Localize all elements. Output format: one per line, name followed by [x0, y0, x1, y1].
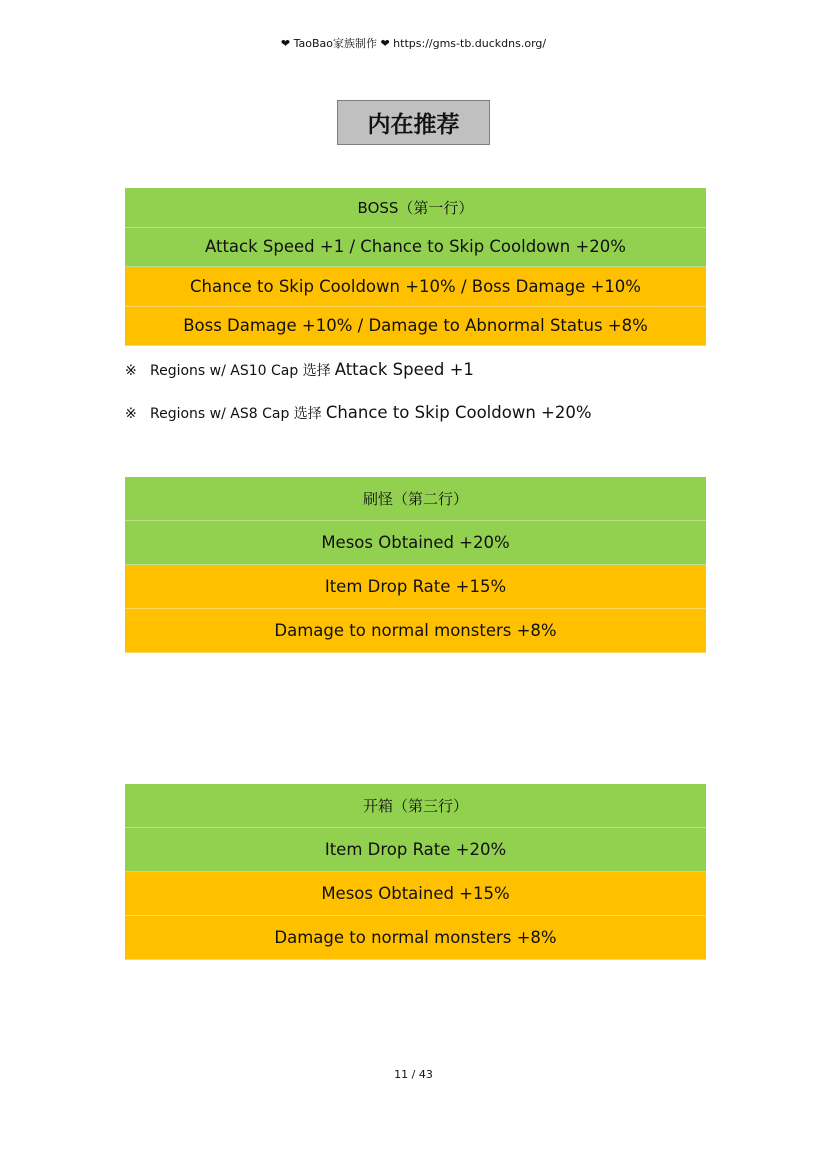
note-emphasis: Chance to Skip Cooldown +20% — [325, 403, 592, 422]
note-prefix: Regions w/ AS10 Cap 选择 — [150, 363, 331, 379]
page-number: 11 / 43 — [394, 1068, 433, 1081]
farming-table-heading: 刷怪（第二行） — [125, 477, 706, 521]
box-table-row: Mesos Obtained +15% — [125, 872, 706, 916]
box-table-heading: 开箱（第三行） — [125, 784, 706, 828]
note-emphasis: Attack Speed +1 — [334, 360, 474, 379]
page-header: ❤ TaoBao家族制作 ❤ https://gms-tb.duckdns.org/ — [280, 37, 547, 50]
farming-table-row: Mesos Obtained +20% — [125, 521, 706, 565]
boss-table-row: Attack Speed +1 / Chance to Skip Cooldown +20% — [125, 228, 706, 268]
boss-table — [125, 188, 706, 346]
boss-table-row: Boss Damage +10% / Damage to Abnormal Status +8% — [125, 307, 706, 347]
farming-table — [125, 477, 706, 653]
box-table-row: Item Drop Rate +20% — [125, 828, 706, 872]
farming-table-row: Item Drop Rate +15% — [125, 565, 706, 609]
page-title: 内在推荐 — [337, 100, 490, 145]
note-prefix: Regions w/ AS8 Cap 选择 — [150, 406, 322, 422]
box-table — [125, 784, 706, 960]
note-as8 — [125, 403, 592, 423]
boss-table-heading: BOSS（第一行） — [125, 188, 706, 228]
box-table-row: Damage to normal monsters +8% — [125, 916, 706, 960]
note-mark: ※ — [125, 406, 137, 422]
note-mark: ※ — [125, 363, 137, 379]
boss-table-row: Chance to Skip Cooldown +10% / Boss Damage +10% — [125, 267, 706, 307]
note-as10 — [125, 360, 474, 380]
farming-table-row: Damage to normal monsters +8% — [125, 609, 706, 653]
